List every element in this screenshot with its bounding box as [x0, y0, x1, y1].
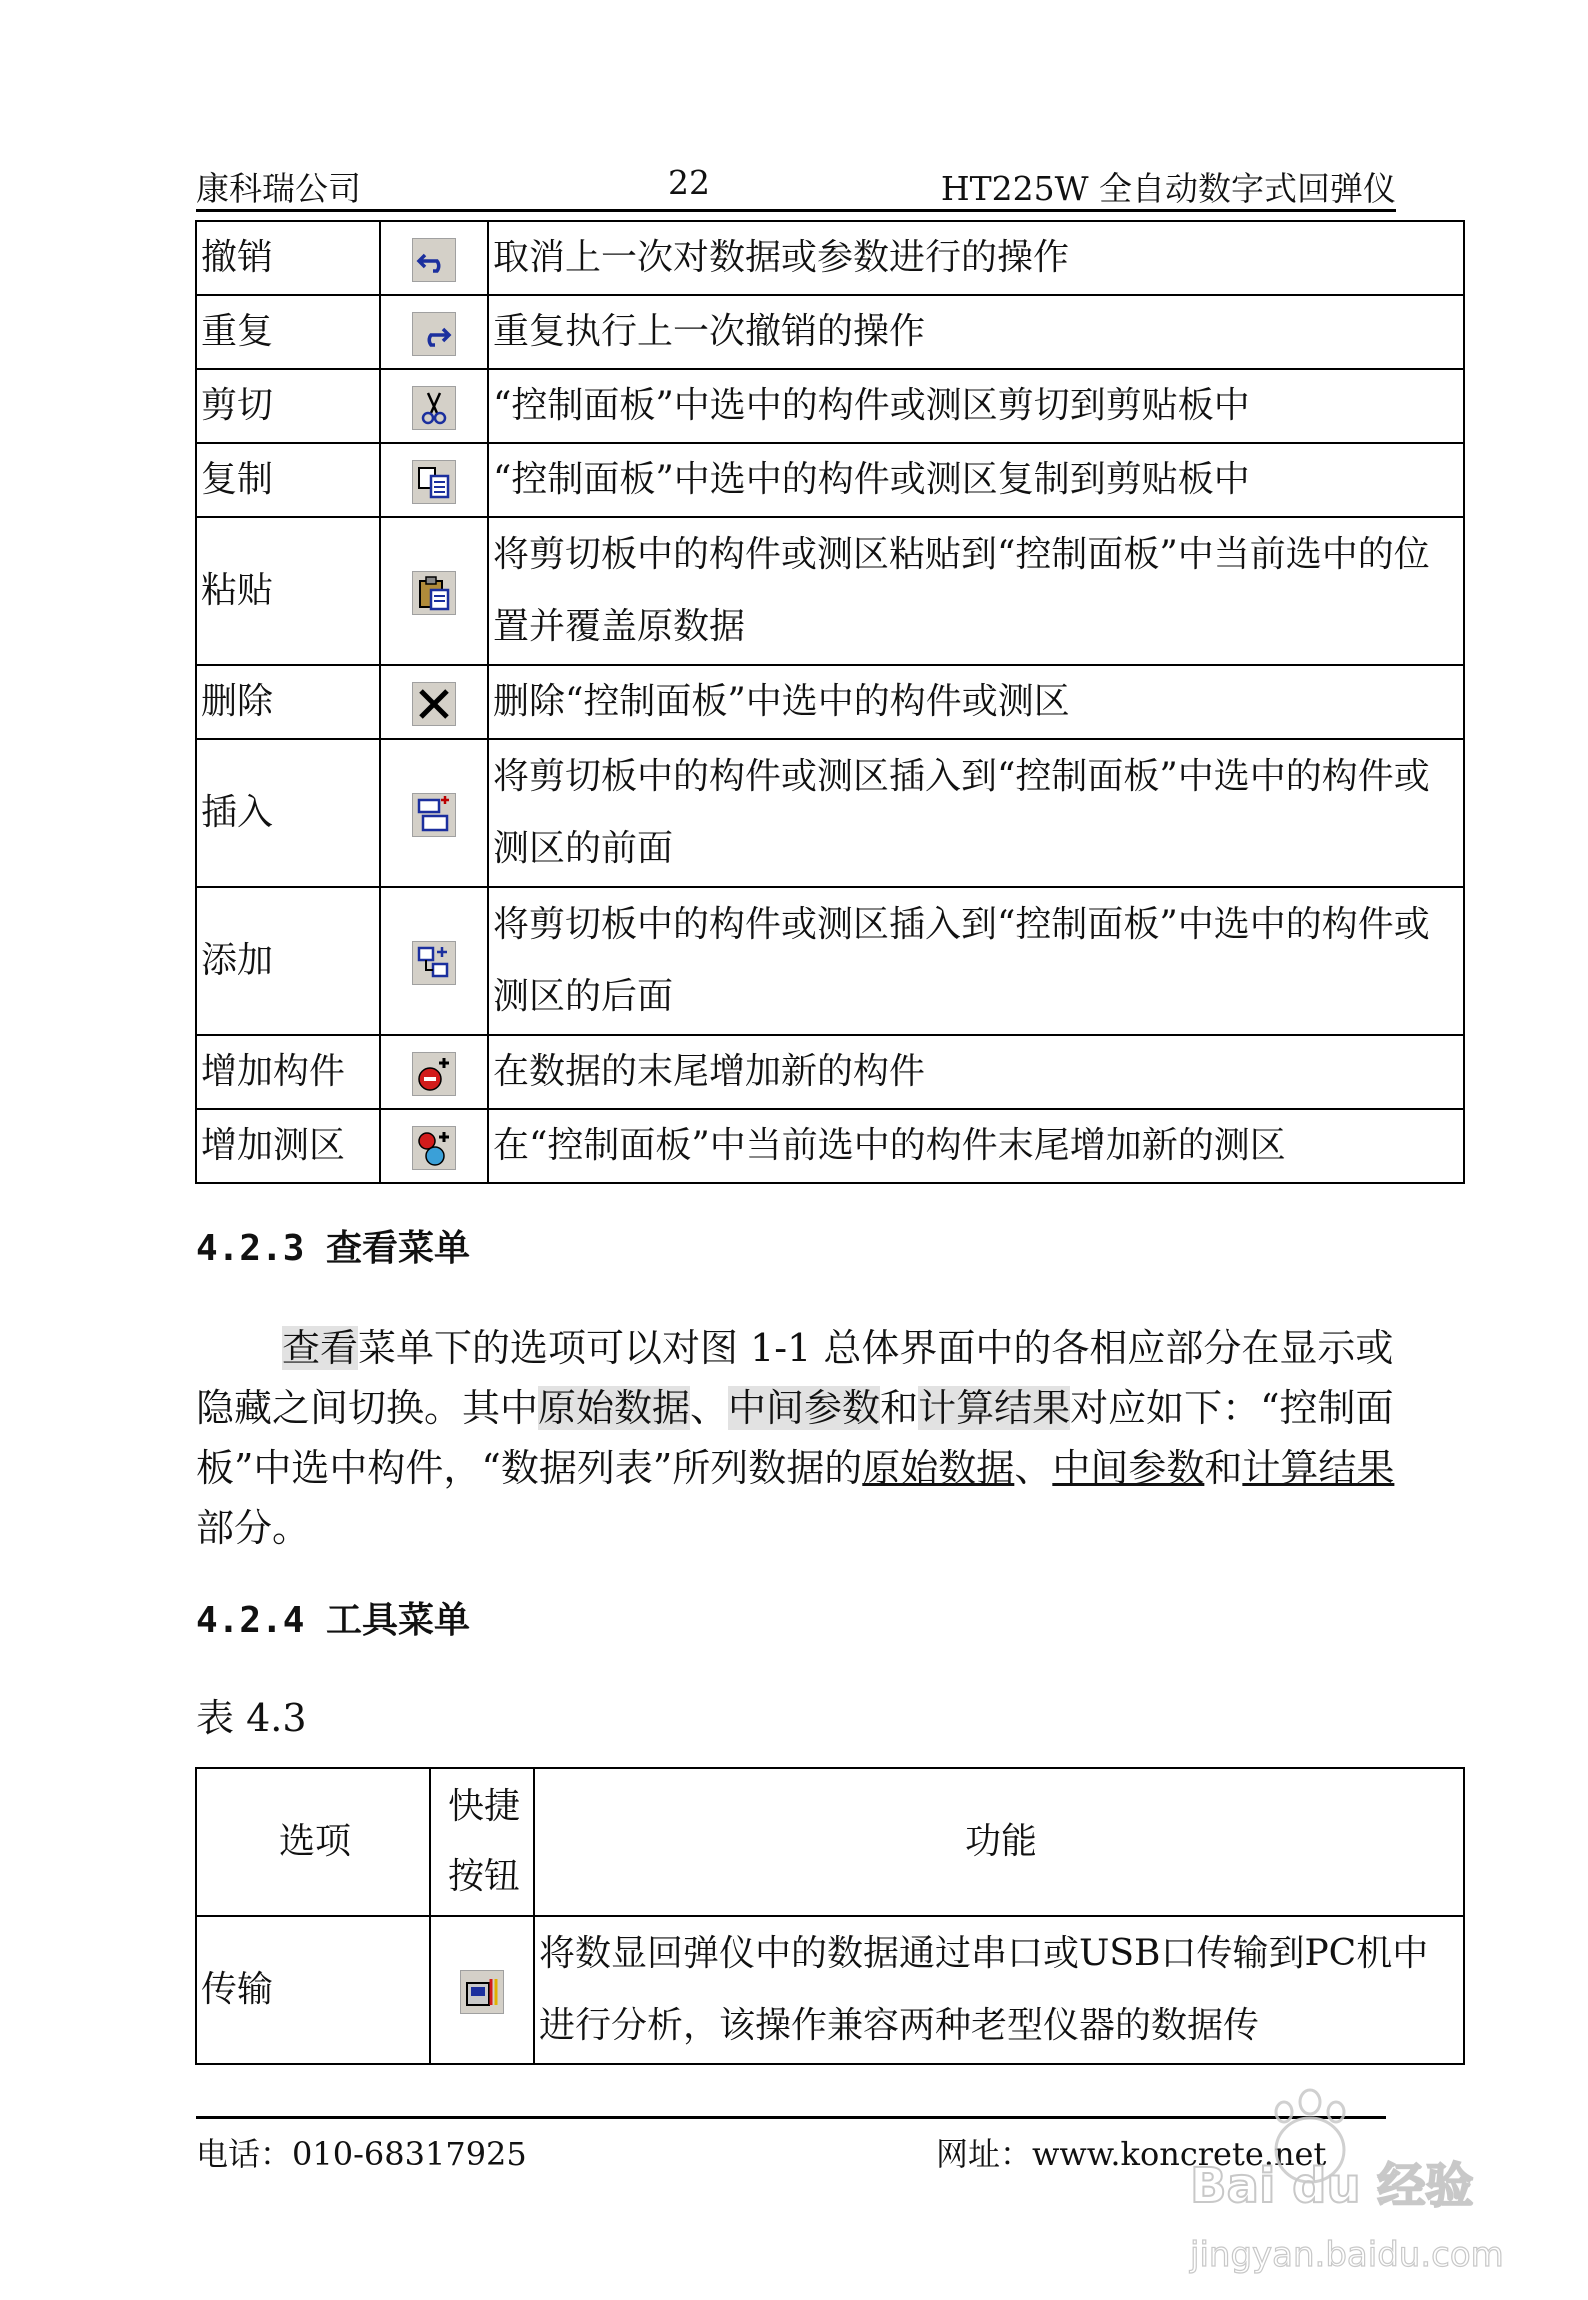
baidu-logo-icon [1160, 2080, 1550, 2290]
option-desc: 将数显回弹仪中的数据通过串口或USB口传输到PC机中进行分析，该操作兼容两种老型仪器的数据传 [534, 1916, 1464, 2064]
option-name: 复制 [196, 443, 380, 517]
undo-icon [412, 238, 456, 282]
option-name: 粘贴 [196, 517, 380, 665]
option-name: 剪切 [196, 369, 380, 443]
option-name: 重复 [196, 295, 380, 369]
table-row [196, 517, 1464, 665]
website-link[interactable]: 网址：www.koncrete.net [936, 2135, 1327, 2173]
option-desc: “控制面板”中选中的构件或测区剪切到剪贴板中 [488, 369, 1464, 443]
option-name: 删除 [196, 665, 380, 739]
section-heading-view-menu: 4.2.3 查看菜单 [196, 1228, 471, 1269]
table-row [196, 443, 1464, 517]
option-name: 增加构件 [196, 1035, 380, 1109]
column-header-function: 功能 [534, 1768, 1464, 1916]
scissors-icon [412, 386, 456, 430]
copy-icon [412, 460, 456, 504]
add-member-icon [412, 1052, 456, 1096]
page-header [196, 163, 1396, 212]
column-header-option: 选项 [196, 1768, 430, 1916]
column-header-shortcut: 快捷按钮 [430, 1768, 534, 1916]
option-desc: 将剪切板中的构件或测区粘贴到“控制面板”中当前选中的位置并覆盖原数据 [488, 517, 1464, 665]
table-row [196, 887, 1464, 1035]
table-row [196, 1916, 1464, 2064]
option-desc: 将剪切板中的构件或测区插入到“控制面板”中选中的构件或测区的前面 [488, 739, 1464, 887]
table-row [196, 739, 1464, 887]
watermark-logo-text: Bai du 经验 [1190, 2158, 1474, 2214]
append-icon [412, 941, 456, 985]
add-zone-icon [412, 1126, 456, 1170]
option-name: 传输 [196, 1916, 430, 2064]
watermark-url-text: jingyan.baidu.com [1190, 2235, 1504, 2275]
option-desc: 在“控制面板”中当前选中的构件末尾增加新的测区 [488, 1109, 1464, 1183]
option-name: 撤销 [196, 221, 380, 295]
delete-icon [412, 682, 456, 726]
option-desc: 将剪切板中的构件或测区插入到“控制面板”中选中的构件或测区的后面 [488, 887, 1464, 1035]
phone-number: 电话：010-68317925 [196, 2135, 527, 2173]
tools-menu-table [195, 1767, 1465, 2065]
table-row [196, 221, 1464, 295]
option-name: 添加 [196, 887, 380, 1035]
view-menu-paragraph: 查看菜单下的选项可以对图 1-1 总体界面中的各相应部分在显示或隐藏之间切换。其中原始数据、中间参数和计算结果对应如下：“控制面板”中选中构件，“数据列表”所列数据的原始数据、中间参数和计算结果部分。 [196, 1326, 1395, 1550]
table-row [196, 295, 1464, 369]
table-header-row [196, 1768, 1464, 1916]
table-row [196, 665, 1464, 739]
table-row [196, 369, 1464, 443]
option-desc: “控制面板”中选中的构件或测区复制到剪贴板中 [488, 443, 1464, 517]
section-heading-tools-menu: 4.2.4 工具菜单 [196, 1600, 471, 1641]
transfer-icon [460, 1970, 504, 2014]
table-label: 表 4.3 [196, 1696, 307, 1740]
product-name: HT225W 全自动数字式回弹仪 [940, 169, 1396, 208]
page-number: 22 [668, 163, 710, 202]
insert-icon [412, 793, 456, 837]
redo-icon [412, 312, 456, 356]
highlight-view: 查看 [282, 1326, 359, 1370]
option-desc: 在数据的末尾增加新的构件 [488, 1035, 1464, 1109]
edit-menu-table [195, 220, 1465, 1184]
table-row [196, 1109, 1464, 1183]
table-row [196, 1035, 1464, 1109]
option-desc: 重复执行上一次撤销的操作 [488, 295, 1464, 369]
option-name: 插入 [196, 739, 380, 887]
option-name: 增加测区 [196, 1109, 380, 1183]
baidu-watermark [1160, 2080, 1550, 2290]
company-name: 康科瑞公司 [196, 169, 361, 208]
paste-icon [412, 571, 456, 615]
option-desc: 删除“控制面板”中选中的构件或测区 [488, 665, 1464, 739]
option-desc: 取消上一次对数据或参数进行的操作 [488, 221, 1464, 295]
